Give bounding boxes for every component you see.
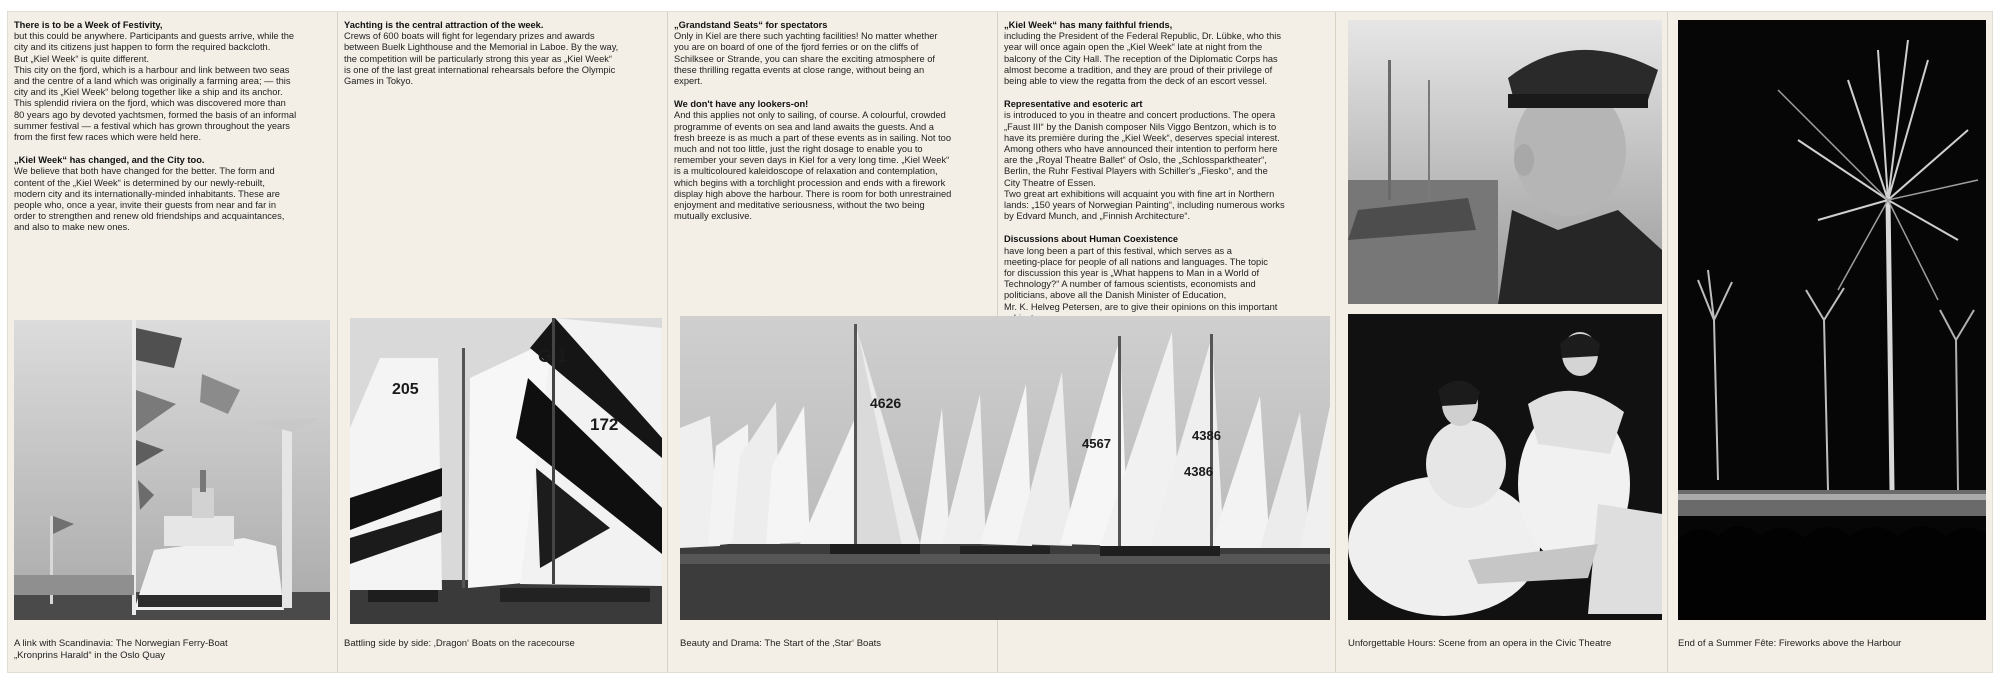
text-block-friends [1004, 20, 1324, 336]
paragraph-body: have long been a part of this festival, which serves as a meeting-place for people of all nations and languages. The topic for discussion this year is „What happens to Man in a World of Technology?“ A number of famous scientists, economists and politicians, above all the Danish Minister of Education, Mr. K. Helveg Petersen, are to give their opinions on this important [1004, 245, 1278, 312]
text-block-yachting [344, 20, 664, 99]
paragraph [344, 20, 664, 87]
paragraph [674, 99, 994, 222]
paragraph-heading: We don't have any lookers-on! [674, 99, 809, 110]
panel-yachting [338, 12, 668, 672]
paragraph [1004, 234, 1324, 324]
paragraph [14, 20, 334, 143]
ferry-photo [14, 320, 330, 620]
sail-number-dragon-172: 172 [590, 415, 619, 434]
paragraph [1004, 20, 1324, 87]
paragraph-body: is introduced to you in theatre and concert productions. The opera „Faust III“ by the Danish composer Nils Viggo Bentzon, which is to have its première during the „Kiel Week“, deserves special interest. Among others who have announced their intention to perform here are the „Royal Theatre Ballet“ of Oslo, the „Schlossparktheater“, Berlin, the Ruhr Festival Players with Schiller's „Fiesko“, and the City Theatre of Essen. Two great art exhibitions will acquaint you with fine art in Northern lands: „150 years of Norwegian Painting“, including numerous works by Edvard Munch, and „Finnish Architecture“. [1004, 110, 1285, 222]
text-block-festivity [14, 20, 334, 246]
paragraph-body: Crews of 600 boats will fight for legendary prizes and awards between Buelk Lighthouse and the Memorial in Laboe. By the way, the competition will be particularly strong this year as „Kiel Week“ is one of the last great international rehearsals before the Olympic Games in Tokyo. [344, 31, 619, 87]
panel-fireworks [1668, 12, 1992, 672]
dragon-boats-photo [350, 318, 662, 624]
caption-ferry: A link with Scandinavia: The Norwegian Ferry-Boat „Kronprins Harald“ in the Oslo Quay [14, 638, 228, 661]
sail-number-star-4386-lower: 4386 [1184, 464, 1213, 479]
brochure [8, 12, 1992, 672]
paragraph-heading: „Kiel Week“ has many faithful friends, [1004, 20, 1173, 30]
fireworks-photo [1678, 20, 1986, 620]
paragraph [674, 20, 994, 87]
paragraph-heading: „Grandstand Seats“ for spectators [674, 20, 828, 30]
paragraph-body: And this applies not only to sailing, of course. A colourful, crowded programme of events on sea and land awaits the guests. And a fresh breeze is as much a part of these events as in sailing. Not too much and not too little, just the right dosage to enable you to remember your seven days in Kiel for a very long time. „Kiel Week“ is a multicoloured kaleidoscope of relaxation and contemplation, which begins with a torchlight procession and ends with a firework display high above the harbour. There is room for both unrestrained enjoyment and meditative seriousness, without the two being mutually exclusive. [674, 110, 952, 222]
caption-dragon: Battling side by side: ‚Dragon‘ Boats on the racecourse [344, 638, 575, 649]
paragraph-body: We believe that both have changed for the better. The form and content of the „Kiel Week“ is determined by our newly-rebuilt, modern city and its internationally-minded inhabitants. These are people who, once a year, invite their guests from near and far in order to strengthen and renew old friendships and acquaintances, and also to make new ones. [14, 166, 285, 233]
paragraph [14, 155, 334, 233]
sail-number-dragon-205: 205 [392, 381, 419, 398]
panel-festivity [8, 12, 338, 672]
opera-photo [1348, 314, 1662, 620]
paragraph-body: but this could be anywhere. Participants and guests arrive, while the city and its citizens just happen to form the required backcloth. But „Kiel Week“ is quite different. This city on the fjord, which is a harbour and link between two seas and the centre of a land which was originally a farming area; — this city and its „Kiel Week“ belong together like a ship and its anchor. This splendid riviera on the fjord, which was discovered more than 80 years ago by devoted yachtsmen, formed the basis of an informal summer festival — a festival which has grown throughout the years from the first few races which were held here. [14, 31, 297, 143]
paragraph-heading: Discussions about Human Coexistence [1004, 234, 1179, 245]
sail-number-star-4567: 4567 [1082, 436, 1111, 451]
sail-number-star-4626: 4626 [870, 395, 902, 411]
caption-fireworks: End of a Summer Fête: Fireworks above the Harbour [1678, 638, 1902, 649]
paragraph-heading: Representative and esoteric art [1004, 99, 1143, 110]
paragraph-heading: There is to be a Week of Festivity, [14, 20, 163, 30]
paragraph-heading: Yachting is the central attraction of the week. [344, 20, 544, 30]
star-boats-photo [680, 316, 1330, 620]
caption-opera: Unforgettable Hours: Scene from an opera in the Civic Theatre [1348, 638, 1612, 649]
paragraph-heading: „Kiel Week“ has changed, and the City too. [14, 155, 205, 166]
text-block-grandstand [674, 20, 994, 234]
paragraph-body: Only in Kiel are there such yachting facilities! No matter whether you are on board of one of the fjord ferries or on the cliffs of Schilksee or Strande, you can share the exciting atmosphere of these thrilling regatta events at close range, without being an expert. [674, 31, 938, 87]
sail-number-star-4386-upper: 4386 [1192, 428, 1221, 443]
caption-star: Beauty and Drama: The Start of the ‚Star‘ Boats [680, 638, 882, 649]
sail-number-dragon-g1: G 1 [538, 346, 568, 366]
paragraph-body: including the President of the Federal Republic, Dr. Lübke, who this year will once again open the „Kiel Week“ late at night from the balcony of the City Hall. The reception of the Diplomatic Corps has almost become a tradition, and they are proud of their privilege of being able to view the regatta from the deck of an escort vessel. [1004, 31, 1281, 87]
panel-opera [1336, 12, 1668, 672]
portrait-photo [1348, 20, 1662, 304]
paragraph [1004, 99, 1324, 222]
